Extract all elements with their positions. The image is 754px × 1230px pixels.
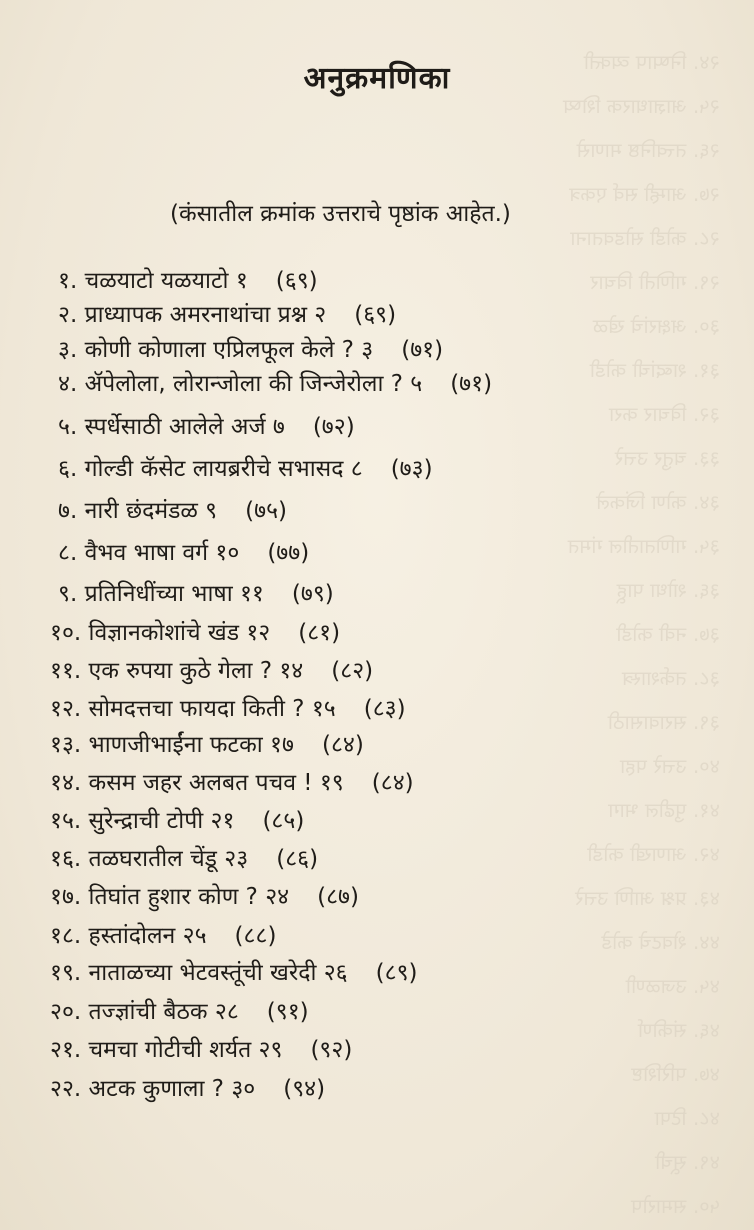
answer-page: (७९)	[291, 581, 334, 607]
entry-number: १८.	[50, 923, 82, 949]
toc-entry	[58, 536, 309, 570]
entry-title: चमचा गोटीची शर्यत २९	[88, 1037, 283, 1063]
bleed-through-text: २४. निष्पाप व्यक्ती २५. आज्ञाधारक शिष्य २६. तत्त्वनिष्ठ माणसे २७. आम्ही सर्व एकत्र २८. कोडी सोडवताना २९. गणिती विचार ३०. अक्षरांचे खेळ ३१. शब्दांची कोडी ३२. विचार करा ३३. चतुर उत्तरे ३४. कोण जिंकले ३५. गणितातील गंमत ३६. शोधा पाहू ३७. नवी कोडी ३८. तर्कशास्त्र ३९. सरावासाठी ४०. उत्तरे पहा ४१. पुढील भाग ४२. आणखी कोडी ४३. प्रश्न आणि उत्तरे ४४. शेवटचे कोडे ४५. उजळणी ४६. संकीर्ण ४७. परिशिष्ट ४८. टिपा ४९. सूची ५०. समारोप	[563, 50, 720, 1218]
entry-title: विज्ञानकोशांचे खंड १२	[88, 620, 271, 646]
answer-page: (८३)	[363, 696, 406, 722]
entry-number: १३.	[50, 732, 82, 758]
entry-title: हस्तांदोलन २५	[88, 923, 207, 949]
toc-entry	[50, 692, 406, 726]
entry-number: २.	[58, 302, 78, 328]
entry-title: एक रुपया कुठे गेला ? १४	[88, 658, 304, 684]
toc-entry	[50, 995, 309, 1029]
answer-page: (८९)	[375, 960, 418, 986]
entry-title: प्रतिनिधींच्या भाषा ११	[84, 581, 264, 607]
answer-page: (७७)	[267, 540, 310, 566]
entry-number: १९.	[50, 960, 82, 986]
toc-entry	[58, 264, 318, 298]
entry-title: ॲपेलोला, लोरान्जोला की जिन्जेरोला ? ५	[84, 371, 423, 397]
answer-page: (७५)	[245, 498, 288, 524]
entry-title: नाताळच्या भेटवस्तूंची खरेदी २६	[88, 960, 348, 986]
entry-number: ९.	[58, 581, 78, 607]
answer-page: (८२)	[331, 658, 374, 684]
answer-page: (९४)	[283, 1076, 326, 1102]
toc-entry	[58, 298, 396, 332]
entry-number: २१.	[50, 1037, 82, 1063]
answer-page: (८७)	[317, 884, 359, 910]
entry-number: १७.	[50, 884, 82, 910]
entry-title: कसम जहर अलबत पचव ! १९	[88, 770, 344, 796]
entry-title: अटक कुणाला ? ३०	[88, 1076, 256, 1102]
entry-number: १५.	[50, 808, 82, 834]
toc-entry	[50, 880, 359, 914]
toc-entry	[50, 728, 364, 762]
entry-title: चळयाटो यळयाटो १	[84, 268, 248, 294]
answer-page: (७२)	[312, 414, 355, 440]
toc-entry	[50, 766, 414, 800]
page-title: अनुक्रमणिका	[303, 61, 451, 97]
answer-page: (८६)	[276, 846, 319, 872]
entry-title: गोल्डी कॅसेट लायब्ररीचे सभासद ८	[84, 456, 363, 482]
answer-page: (६९)	[354, 302, 397, 328]
page-reference-note: (कंसातील क्रमांक उत्तराचे पृष्ठांक आहेत.)	[170, 201, 511, 227]
toc-entry	[58, 452, 433, 486]
answer-page: (७१)	[401, 337, 444, 363]
toc-entry	[50, 804, 304, 838]
entry-title: सुरेन्द्राची टोपी २१	[88, 808, 235, 834]
entry-title: तिघांत हुशार कोण ? २४	[88, 884, 290, 910]
entry-number: ११.	[50, 658, 82, 684]
answer-page: (७१)	[450, 371, 493, 397]
answer-page: (८५)	[262, 808, 305, 834]
answer-page: (७३)	[390, 456, 433, 482]
entry-title: सोमदत्तचा फायदा किती ? १५	[88, 696, 336, 722]
entry-title: कोणी कोणाला एप्रिलफूल केले ? ३	[84, 337, 374, 363]
entry-title: तळघरातील चेंडू २३	[88, 846, 249, 872]
toc-entry	[50, 616, 340, 650]
entry-number: ६.	[58, 456, 78, 482]
entry-number: १४.	[50, 770, 82, 796]
answer-page: (८४)	[321, 732, 364, 758]
answer-page: (८८)	[234, 923, 277, 949]
entry-number: १०.	[50, 620, 82, 646]
answer-page: (९१)	[266, 999, 309, 1025]
answer-page: (८४)	[371, 770, 414, 796]
entry-number: ४.	[58, 371, 78, 397]
toc-entry	[58, 367, 492, 401]
entry-number: १२.	[50, 696, 82, 722]
entry-number: १.	[58, 268, 78, 294]
toc-entry	[58, 333, 443, 367]
entry-number: १६.	[50, 846, 82, 872]
entry-number: ८.	[58, 540, 78, 566]
toc-entry	[50, 842, 318, 876]
toc-entry	[58, 494, 287, 528]
entry-title: तज्ज्ञांची बैठक २८	[88, 999, 239, 1025]
entry-title: भाणजीभाईंना फटका १७	[88, 732, 294, 758]
entry-number: ७.	[58, 498, 78, 524]
toc-entry	[50, 1033, 352, 1067]
entry-title: प्राध्यापक अमरनाथांचा प्रश्न २	[84, 302, 327, 328]
entry-title: वैभव भाषा वर्ग १०	[84, 540, 240, 566]
toc-entry	[50, 1072, 325, 1106]
answer-page: (६९)	[275, 268, 318, 294]
toc-entry	[50, 654, 373, 688]
entry-number: ३.	[58, 337, 78, 363]
toc-entry	[58, 410, 355, 444]
entry-number: ५.	[58, 414, 78, 440]
toc-entry	[50, 919, 276, 953]
entry-title: स्पर्धेसाठी आलेले अर्ज ७	[84, 414, 285, 440]
toc-entry	[50, 956, 418, 990]
answer-page: (९२)	[310, 1037, 353, 1063]
entry-number: २२.	[50, 1076, 82, 1102]
entry-number: २०.	[50, 999, 82, 1025]
entry-title: नारी छंदमंडळ ९	[84, 498, 218, 524]
toc-entry	[58, 577, 334, 611]
answer-page: (८१)	[298, 620, 341, 646]
